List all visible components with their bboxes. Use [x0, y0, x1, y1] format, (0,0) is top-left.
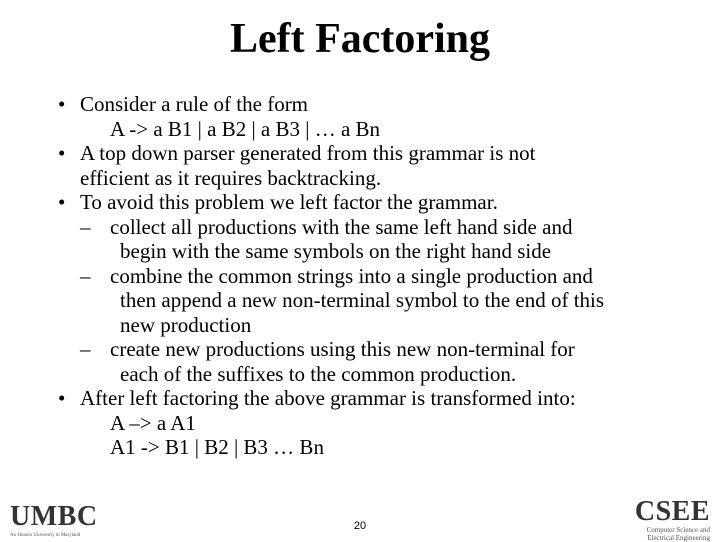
bullet-text: A top down parser generated from this grammar is not: [80, 141, 536, 165]
umbc-logo-text: UMBC: [10, 501, 98, 532]
bullet-item: [58, 141, 678, 190]
sub-bullet-text: then append a new non-terminal symbol to the end of this: [120, 288, 605, 312]
sub-bullet-item: [58, 337, 678, 386]
grammar-rule: A –> a A1: [110, 410, 196, 435]
umbc-logo-subtext: An Honors University in Maryland: [10, 533, 81, 538]
bullet-dot: •: [58, 190, 66, 214]
sub-bullet-text: begin with the same symbols on the right hand side: [120, 239, 552, 263]
bullet-dot: •: [58, 386, 66, 410]
bullet-text: To avoid this problem we left factor the grammar.: [80, 190, 498, 214]
csee-logo-text: CSEE: [634, 496, 710, 527]
slide-content: [58, 92, 678, 460]
sub-bullet-dash: –: [80, 337, 91, 361]
bullet-text: After left factoring the above grammar is transformed into:: [80, 386, 576, 410]
sub-bullet-item: [58, 264, 678, 338]
sub-bullet-text: create new productions using this new non-terminal for: [110, 337, 575, 361]
sub-bullet-text: combine the common strings into a single production and: [110, 263, 593, 288]
sub-bullet-text: collect all productions with the same left hand side and: [110, 214, 573, 239]
csee-logo-subtext: Electrical Engineering: [647, 534, 710, 542]
bullet-dot: •: [58, 92, 66, 116]
bullet-dot: •: [58, 141, 66, 165]
bullet-text: Consider a rule of the form: [80, 92, 309, 116]
slide-title: Left Factoring: [229, 16, 491, 62]
grammar-rule: A -> a B1 | a B2 | a B3 | … a Bn: [110, 116, 381, 141]
bullet-item: [58, 92, 678, 141]
page-number: 20: [353, 520, 367, 532]
sub-bullet-dash: –: [80, 214, 91, 239]
sub-bullet-item: [58, 215, 678, 264]
sub-bullet-text: each of the suffixes to the common production.: [120, 361, 517, 386]
bullet-text: efficient as it requires backtracking.: [80, 165, 382, 190]
csee-logo: [635, 498, 710, 542]
bullet-item: [58, 386, 678, 460]
csee-logo-subtext: Computer Science and: [646, 526, 710, 534]
sub-bullet-text: new production: [120, 312, 252, 337]
bullet-item: [58, 190, 678, 215]
grammar-rule: A1 -> B1 | B2 | B3 … Bn: [110, 435, 324, 459]
sub-bullet-dash: –: [80, 263, 91, 288]
